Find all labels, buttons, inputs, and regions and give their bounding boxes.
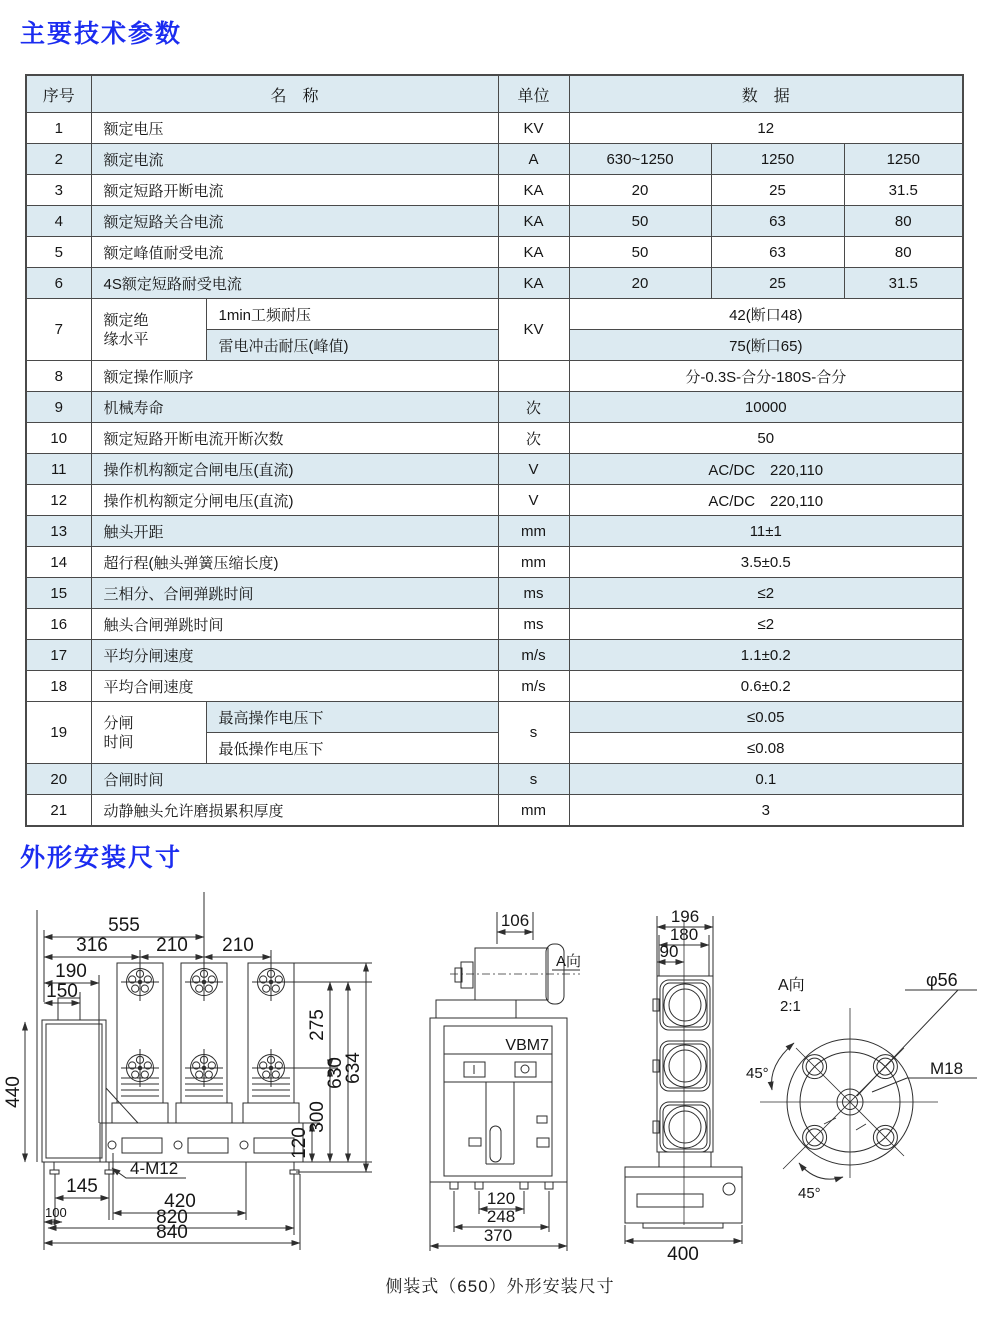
cell-name: 额定电压 [91,113,498,144]
cell-unit: m/s [498,671,569,702]
cell-name: 额定短路关合电流 [91,206,498,237]
cell-no: 7 [26,299,91,361]
cell-data: AC/DC 220,110 [569,454,963,485]
cell-no: 3 [26,175,91,206]
cell-unit: KA [498,268,569,299]
table-row [26,392,963,423]
cell-data: ≤0.08 [569,733,963,764]
section-title-dimensions: 外形安装尺寸 [20,844,183,872]
cell-data: ≤0.05 [569,702,963,733]
cell-no: 12 [26,485,91,516]
cell-unit: V [498,485,569,516]
cell-unit: 次 [498,423,569,454]
cell-unit: s [498,764,569,795]
table-row [26,361,963,392]
cell-name: 触头合闸弹跳时间 [91,609,498,640]
table-row [26,671,963,702]
cell-unit: KV [498,113,569,144]
cell-data: 1250 [844,144,963,175]
cell-no: 1 [26,113,91,144]
cell-name: 额定电流 [91,144,498,175]
spec-table [25,74,964,827]
cell-subname: 最高操作电压下 [206,702,498,733]
table-row [26,764,963,795]
cell-unit: KA [498,206,569,237]
cell-name: 4S额定短路耐受电流 [91,268,498,299]
table-row [26,144,963,175]
cell-no: 13 [26,516,91,547]
cell-unit: mm [498,795,569,827]
table-row [26,113,963,144]
section-title-main-params: 主要技术参数 [20,20,183,48]
cell-data: 分-0.3S-合分-180S-合分 [569,361,963,392]
cell-data: 50 [569,206,711,237]
header-data: 数 据 [569,75,963,113]
cell-subname: 1min工频耐压 [206,299,498,330]
table-header-row [26,75,963,113]
dim-label: 316 [76,935,108,956]
cell-unit [498,361,569,392]
cell-name-line2: 缘水平 [103,330,149,348]
dim-label: 100 [45,1205,67,1220]
detail-view-labels [746,970,963,1202]
cell-name: 超行程(触头弹簧压缩长度) [91,547,498,578]
detail-view-drawing [760,990,977,1179]
cell-data: 20 [569,268,711,299]
header-name: 名 称 [91,75,498,113]
dim-label: 300 [307,1101,328,1133]
table-row [26,516,963,547]
dim-label: 420 [164,1191,196,1212]
cell-no: 14 [26,547,91,578]
table-row [26,423,963,454]
diameter-label: φ56 [926,970,958,990]
cell-name-line1: 分闸 [103,714,134,732]
cell-name: 额定峰值耐受电流 [91,237,498,268]
cell-name: 动静触头允许磨损累积厚度 [91,795,498,827]
dim-label: 440 [3,1076,24,1108]
table-row [26,206,963,237]
cell-no: 2 [26,144,91,175]
dim-label: 840 [156,1222,188,1243]
table-row [26,175,963,206]
dim-label: 150 [46,981,78,1002]
cell-data: AC/DC 220,110 [569,485,963,516]
cell-unit: ms [498,578,569,609]
table-row [26,609,963,640]
cell-no: 9 [26,392,91,423]
header-no: 序号 [26,75,91,113]
dim-label: 196 [670,907,700,926]
cell-data: 63 [711,237,844,268]
cell-data: 10000 [569,392,963,423]
cell-no: 17 [26,640,91,671]
cell-data: 50 [569,423,963,454]
cell-data: 63 [711,206,844,237]
cell-name-line1: 额定绝 [103,311,149,329]
cell-no: 21 [26,795,91,827]
rear-view-drawing [625,916,742,1244]
dim-label: 248 [486,1207,516,1226]
view-direction-label: A向 [778,977,805,994]
dim-label: 820 [156,1207,188,1228]
cell-unit: m/s [498,640,569,671]
model-label: VBM7 [505,1037,549,1054]
cell-subname: 雷电冲击耐压(峰值) [206,330,498,361]
cell-unit: KA [498,237,569,268]
cell-no: 15 [26,578,91,609]
dim-label: 210 [156,935,188,956]
cell-name [91,299,206,361]
cell-no: 8 [26,361,91,392]
cell-data: 1.1±0.2 [569,640,963,671]
cell-data: 31.5 [844,175,963,206]
cell-no: 4 [26,206,91,237]
cell-data: 630~1250 [569,144,711,175]
cell-name: 操作机构额定分闸电压(直流) [91,485,498,516]
rear-view-dims [625,907,742,1265]
cell-unit: V [498,454,569,485]
table-row [26,454,963,485]
side-view-dims [430,911,581,1246]
table-row [26,640,963,671]
drawing-caption: 侧装式（650）外形安装尺寸 [385,1277,615,1296]
cell-no: 6 [26,268,91,299]
cell-name [91,702,206,764]
cell-unit: KA [498,175,569,206]
table-row [26,547,963,578]
dim-label: 634 [343,1052,364,1084]
cell-unit: ms [498,609,569,640]
view-direction-label: A向 [556,953,582,970]
cell-no: 10 [26,423,91,454]
cell-data: 11±1 [569,516,963,547]
header-unit: 单位 [498,75,569,113]
cell-name: 三相分、合闸弹跳时间 [91,578,498,609]
cell-data: 42(断口48) [569,299,963,330]
cell-data: ≤2 [569,609,963,640]
dim-label: 106 [500,911,530,930]
dim-label: 145 [66,1176,98,1197]
table-row [26,795,963,827]
dim-label: 275 [307,1009,328,1041]
dimension-drawings [0,880,1000,1280]
table-row [26,268,963,299]
cell-data: ≤2 [569,578,963,609]
dim-label: 4-M12 [130,1159,179,1178]
cell-unit: mm [498,547,569,578]
cell-data: 0.1 [569,764,963,795]
scale-label: 2:1 [780,998,801,1015]
cell-unit: A [498,144,569,175]
cell-no: 11 [26,454,91,485]
cell-name: 触头开距 [91,516,498,547]
cell-name: 额定短路开断电流开断次数 [91,423,498,454]
cell-data: 80 [844,206,963,237]
dim-label: 370 [483,1226,513,1245]
front-view-dims [3,915,366,1243]
cell-name: 额定短路开断电流 [91,175,498,206]
cell-no: 5 [26,237,91,268]
cell-name: 合闸时间 [91,764,498,795]
angle-label: 45° [746,1065,769,1082]
dim-label: 120 [289,1127,310,1159]
table-row [26,237,963,268]
cell-name: 机械寿命 [91,392,498,423]
cell-unit: KV [498,299,569,361]
angle-label: 45° [798,1185,821,1202]
cell-name: 操作机构额定合闸电压(直流) [91,454,498,485]
cell-data: 75(断口65) [569,330,963,361]
cell-name-line2: 时间 [103,733,134,751]
cell-subname: 最低操作电压下 [206,733,498,764]
table-row [26,702,963,733]
cell-name: 额定操作顺序 [91,361,498,392]
dim-label: 90 [659,942,679,961]
dim-label: 400 [667,1244,699,1265]
cell-data: 25 [711,268,844,299]
dim-label: 555 [108,915,140,936]
thread-label: M18 [930,1059,964,1078]
cell-data: 12 [569,113,963,144]
table-row [26,299,963,330]
dim-label: 120 [486,1189,516,1208]
cell-data: 1250 [711,144,844,175]
table-row [26,578,963,609]
cell-name: 平均分闸速度 [91,640,498,671]
cell-unit: 次 [498,392,569,423]
cell-no: 19 [26,702,91,764]
cell-no: 16 [26,609,91,640]
cell-no: 18 [26,671,91,702]
cell-unit: mm [498,516,569,547]
cell-unit: s [498,702,569,764]
cell-data: 3.5±0.5 [569,547,963,578]
cell-name: 平均合闸速度 [91,671,498,702]
cell-data: 80 [844,237,963,268]
cell-data: 25 [711,175,844,206]
dim-label: 190 [55,961,87,982]
cell-no: 20 [26,764,91,795]
cell-data: 31.5 [844,268,963,299]
dim-label: 180 [669,925,699,944]
dim-label: 210 [222,935,254,956]
cell-data: 0.6±0.2 [569,671,963,702]
cell-data: 20 [569,175,711,206]
cell-data: 3 [569,795,963,827]
cell-data: 50 [569,237,711,268]
dim-label: 630 [325,1057,346,1089]
table-row [26,485,963,516]
